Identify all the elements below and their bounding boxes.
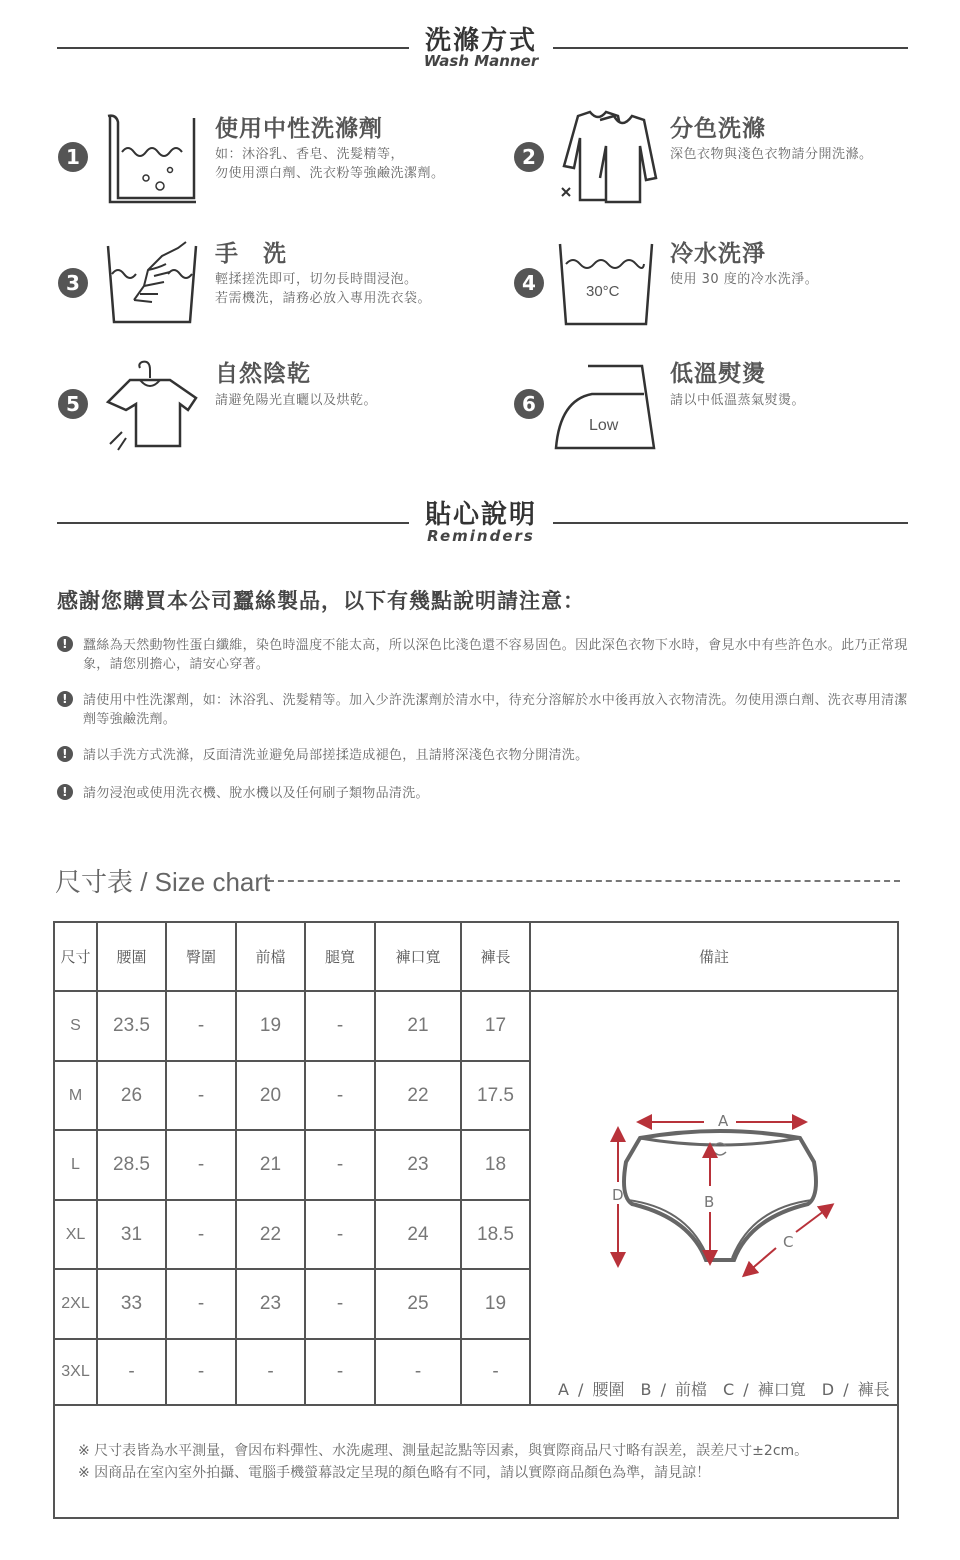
length-cell: 18.5 xyxy=(462,1201,531,1270)
size-cell: L xyxy=(55,1131,98,1201)
hip-cell: - xyxy=(167,1340,237,1406)
leg-opening-cell: 22 xyxy=(376,1062,462,1131)
wash-temp-label: 30°C xyxy=(586,283,620,300)
header-waist: 腰圍 xyxy=(98,923,167,992)
alert-icon: ! xyxy=(57,691,73,707)
thigh-cell: - xyxy=(306,1340,376,1406)
care-title-4: 冷水洗淨 xyxy=(670,241,766,267)
rise-cell: 21 xyxy=(237,1131,306,1201)
thigh-cell: - xyxy=(306,1201,376,1270)
hip-cell: - xyxy=(167,1201,237,1270)
separate-clothes-icon xyxy=(556,108,660,208)
waist-cell: 28.5 xyxy=(98,1131,167,1201)
care-title-1: 使用中性洗滌劑 xyxy=(215,116,383,142)
care-desc-1b: 勿使用漂白劑、洗衣粉等強鹼洗潔劑。 xyxy=(215,166,445,181)
length-cell: 17.5 xyxy=(462,1062,531,1131)
header-remarks: 備註 xyxy=(531,923,897,992)
care-desc-3b: 若需機洗，請務必放入專用洗衣袋。 xyxy=(215,291,432,306)
hip-cell: - xyxy=(167,992,237,1062)
divider-left xyxy=(57,47,409,49)
reminder-text-1: 蠶絲為天然動物性蛋白纖維，染色時溫度不能太高，所以深色比淺色還不容易固色。因此深色衣物下水時，會見水中有些許色水。此乃正常現象，請您別擔心，請安心穿著。 xyxy=(83,638,908,672)
size-notes xyxy=(78,1440,808,1484)
thigh-cell: - xyxy=(306,1131,376,1201)
thigh-cell: - xyxy=(306,1062,376,1131)
rise-cell: 20 xyxy=(237,1062,306,1131)
thigh-cell: - xyxy=(306,992,376,1062)
alert-icon: ! xyxy=(57,746,73,762)
care-title-5: 自然陰乾 xyxy=(215,361,311,387)
rise-cell: 23 xyxy=(237,1270,306,1340)
step-number-5: 5 xyxy=(58,389,88,419)
header-hip: 臀圍 xyxy=(167,923,237,992)
step-number-2: 2 xyxy=(514,142,544,172)
care-desc-2a: 深色衣物與淺色衣物請分開洗滌。 xyxy=(670,147,873,162)
waist-cell: 31 xyxy=(98,1201,167,1270)
hip-cell: - xyxy=(167,1062,237,1131)
step-number-6: 6 xyxy=(514,389,544,419)
size-cell: M xyxy=(55,1062,98,1131)
leg-opening-cell: 23 xyxy=(376,1131,462,1201)
iron-temp-label: Low xyxy=(589,417,619,434)
divider-right xyxy=(553,47,908,49)
waist-cell: 26 xyxy=(98,1062,167,1131)
diagram-label-d: D xyxy=(612,1186,624,1204)
waist-cell: 23.5 xyxy=(98,992,167,1062)
wash-30c-icon xyxy=(556,236,656,328)
reminder-item-2 xyxy=(57,691,917,729)
length-cell: - xyxy=(462,1340,531,1406)
hang-dry-icon xyxy=(100,358,206,454)
rise-cell: 22 xyxy=(237,1201,306,1270)
reminder-text-4: 請勿浸泡或使用洗衣機、脫水機以及任何刷子類物品清洗。 xyxy=(83,786,429,801)
reminder-item-4 xyxy=(57,784,917,803)
measurement-legend: A / 腰圍 B / 前檔 C / 褲口寬 D / 褲長 xyxy=(558,1380,890,1399)
header-thigh: 腿寬 xyxy=(306,923,376,992)
reminder-section-title: 貼心說明 xyxy=(424,500,537,530)
underwear-diagram xyxy=(600,1108,850,1278)
care-title-6: 低溫熨燙 xyxy=(670,361,766,387)
length-cell: 19 xyxy=(462,1270,531,1340)
size-chart-dashed-line xyxy=(268,880,900,882)
hip-cell: - xyxy=(167,1270,237,1340)
step-number-4: 4 xyxy=(514,268,544,298)
header-size: 尺寸 xyxy=(55,923,98,992)
care-desc-4a: 使用 30 度的冷水洗淨。 xyxy=(670,272,819,287)
reminder-text-3: 請以手洗方式洗滌，反面清洗並避免局部搓揉造成褪色，且請將深淺色衣物分開清洗。 xyxy=(83,748,589,763)
waist-cell: 33 xyxy=(98,1270,167,1340)
leg-opening-cell: 24 xyxy=(376,1201,462,1270)
iron-low-icon xyxy=(552,360,658,452)
reminder-text-2: 請使用中性洗潔劑，如：沐浴乳、洗髮精等。加入少許洗潔劑於清水中，待充分溶解於水中後再放入衣物清洗。勿使用漂白劑、洗衣專用清潔劑等強鹼洗劑。 xyxy=(83,693,908,727)
wash-section-title: 洗滌方式 xyxy=(424,26,537,56)
reminder-section-subtitle: Reminders xyxy=(427,527,535,545)
reminder-item-1 xyxy=(57,636,917,674)
care-desc-5a: 請避免陽光直曬以及烘乾。 xyxy=(215,393,378,408)
diagram-label-a: A xyxy=(718,1112,729,1130)
reminder-item-3 xyxy=(57,746,917,765)
size-chart-heading: 尺寸表 / Size chart xyxy=(55,867,271,897)
size-cell: 3XL xyxy=(55,1340,98,1406)
leg-opening-cell: 21 xyxy=(376,992,462,1062)
intro-text: 感謝您購買本公司蠶絲製品，以下有幾點說明請注意： xyxy=(57,589,585,613)
waist-cell: - xyxy=(98,1340,167,1406)
header-length: 褲長 xyxy=(462,923,531,992)
header-leg-opening: 褲口寬 xyxy=(376,923,462,992)
diagram-label-c: C xyxy=(783,1233,794,1251)
care-desc-3a: 輕揉搓洗即可，切勿長時間浸泡。 xyxy=(215,272,418,287)
care-title-2: 分色洗滌 xyxy=(670,116,766,142)
size-cell: XL xyxy=(55,1201,98,1270)
length-cell: 17 xyxy=(462,992,531,1062)
diagram-label-b: B xyxy=(704,1193,715,1211)
care-title-3: 手 洗 xyxy=(215,241,287,267)
rise-cell: - xyxy=(237,1340,306,1406)
hand-wash-icon xyxy=(104,236,200,326)
step-number-1: 1 xyxy=(58,142,88,172)
reminder-divider-left xyxy=(57,522,409,524)
reminder-divider-right xyxy=(553,522,908,524)
hip-cell: - xyxy=(167,1131,237,1201)
leg-opening-cell: - xyxy=(376,1340,462,1406)
alert-icon: ! xyxy=(57,784,73,800)
care-desc-1a: 如：沐浴乳、香皂、洗髮精等， xyxy=(215,147,405,162)
size-note-2: ※ 因商品在室內室外拍攝、電腦手機螢幕設定呈現的顏色略有不同，請以實際商品顏色為準，請見諒！ xyxy=(78,1465,711,1481)
leg-opening-cell: 25 xyxy=(376,1270,462,1340)
rise-cell: 19 xyxy=(237,992,306,1062)
wash-section-subtitle: Wash Manner xyxy=(423,52,539,70)
size-note-1: ※ 尺寸表皆為水平測量，會因布料彈性、水洗處理、測量起訖點等因素，與實際商品尺寸略有誤差，誤差尺寸±2cm。 xyxy=(78,1443,809,1459)
length-cell: 18 xyxy=(462,1131,531,1201)
alert-icon: ! xyxy=(57,636,73,652)
size-cell: S xyxy=(55,992,98,1062)
care-desc-6a: 請以中低溫蒸氣熨燙。 xyxy=(670,393,806,408)
size-cell: 2XL xyxy=(55,1270,98,1340)
basin-bubbles-icon xyxy=(104,112,200,204)
thigh-cell: - xyxy=(306,1270,376,1340)
step-number-3: 3 xyxy=(58,268,88,298)
header-rise: 前檔 xyxy=(237,923,306,992)
